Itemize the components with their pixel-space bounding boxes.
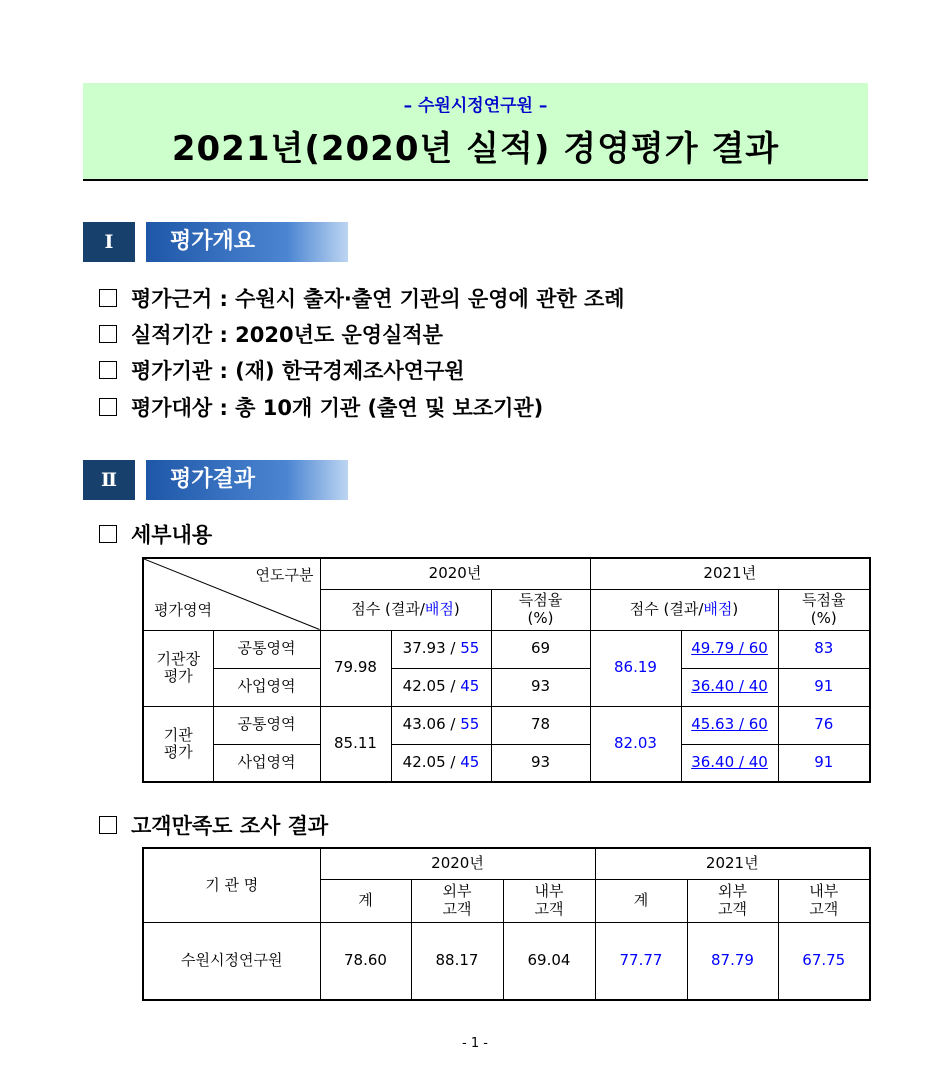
- total-2020-cell: 78.60: [320, 922, 411, 1000]
- table-row: [143, 744, 870, 782]
- checkbox-square-icon: [99, 289, 117, 307]
- overview-item-agency: [99, 355, 465, 385]
- year-2021-header: 2021년: [590, 558, 870, 589]
- total-2021-cell: 77.77: [595, 922, 687, 1000]
- corner-year-label: 연도구분: [255, 566, 314, 584]
- internal-header-2020: 내부 고객: [503, 879, 595, 922]
- rate-2020-cell: 69: [491, 630, 590, 668]
- total-2020-cell: 85.11: [320, 706, 391, 782]
- banner-subtitle: – 수원시정연구원 –: [403, 96, 548, 116]
- area-cell: 사업영역: [213, 744, 320, 782]
- rate-2020-cell: 93: [491, 744, 590, 782]
- rate-2020-cell: 78: [491, 706, 590, 744]
- checkbox-square-icon: [99, 816, 117, 834]
- table-row: [143, 668, 870, 706]
- external-header-2021: 외부 고객: [687, 879, 778, 922]
- result-2020-cell: 42.05 / 45: [391, 744, 491, 782]
- org-name-cell: 수원시정연구원: [143, 922, 320, 1000]
- total-2021-cell: 86.19: [590, 630, 681, 706]
- org-header: 기 관 명: [143, 848, 320, 922]
- corner-area-label: 평가영역: [154, 601, 212, 620]
- corner-header-cell: [143, 558, 320, 630]
- total-2020-cell: 79.98: [320, 630, 391, 706]
- overview-item-target: [99, 392, 543, 422]
- internal-2020-cell: 69.04: [503, 922, 595, 1000]
- result-2020-cell: 43.06 / 55: [391, 706, 491, 744]
- area-cell: 공통영역: [213, 630, 320, 668]
- external-2020-cell: 88.17: [411, 922, 503, 1000]
- detail-heading-text: 세부내용: [131, 523, 213, 547]
- overview-item-text: 평가대상 : 총 10개 기관 (출연 및 보조기관): [131, 396, 544, 420]
- group-name-cell: 기관장 평가: [143, 630, 213, 706]
- page-number: - 1 -: [462, 1036, 488, 1051]
- score-2021-cell: 45.63 / 60: [681, 706, 778, 744]
- overview-item-text: 실적기간 : 2020년도 운영실적분: [131, 323, 443, 347]
- score-header-2021: 점수 (결과/배점): [590, 589, 778, 630]
- rate-header-2021: 득점율 (%): [778, 589, 870, 630]
- overview-item-text: 평가기관 : (재) 한국경제조사연구원: [131, 359, 465, 383]
- result-2020-cell: 42.05 / 45: [391, 668, 491, 706]
- satisfaction-heading-text: 고객만족도 조사 결과: [131, 814, 329, 838]
- score-2021-cell: 36.40 / 40: [681, 744, 778, 782]
- result-2020-cell: 37.93 / 55: [391, 630, 491, 668]
- satisfaction-heading: [99, 810, 328, 840]
- detail-heading: [99, 519, 212, 549]
- table-row: [143, 630, 870, 668]
- title-banner: [83, 83, 868, 181]
- section-2-number: Ⅱ: [83, 460, 135, 500]
- internal-2021-cell: 67.75: [778, 922, 870, 1000]
- total-header-2020: 계: [320, 879, 411, 922]
- year-2021-header: 2021년: [595, 848, 870, 879]
- section-1-number: Ⅰ: [83, 222, 135, 262]
- total-2021-cell: 82.03: [590, 706, 681, 782]
- overview-item-basis: [99, 283, 625, 313]
- area-cell: 사업영역: [213, 668, 320, 706]
- external-header-2020: 외부 고객: [411, 879, 503, 922]
- internal-header-2021: 내부 고객: [778, 879, 870, 922]
- page-title: 2021년(2020년 실적) 경영평가 결과: [171, 129, 780, 169]
- satisfaction-table: [142, 847, 871, 1001]
- rate-header-2020: 득점율 (%): [491, 589, 590, 630]
- checkbox-square-icon: [99, 525, 117, 543]
- year-2020-header: 2020년: [320, 848, 595, 879]
- score-2021-cell: 49.79 / 60: [681, 630, 778, 668]
- total-header-2021: 계: [595, 879, 687, 922]
- overview-item-period: [99, 319, 443, 349]
- score-header-2020: 점수 (결과/배점): [320, 589, 491, 630]
- area-cell: 공통영역: [213, 706, 320, 744]
- detail-table: [142, 557, 871, 783]
- rate-2020-cell: 93: [491, 668, 590, 706]
- table-row: [143, 706, 870, 744]
- rate-2021-cell: 83: [778, 630, 870, 668]
- rate-2021-cell: 91: [778, 668, 870, 706]
- section-1-label: 평가개요: [146, 222, 348, 262]
- overview-item-text: 평가근거 : 수원시 출자·출연 기관의 운영에 관한 조례: [131, 287, 625, 311]
- score-2021-cell: 36.40 / 40: [681, 668, 778, 706]
- checkbox-square-icon: [99, 398, 117, 416]
- section-2-label: 평가결과: [146, 460, 348, 500]
- checkbox-square-icon: [99, 325, 117, 343]
- checkbox-square-icon: [99, 361, 117, 379]
- table-row: [143, 922, 870, 1000]
- rate-2021-cell: 76: [778, 706, 870, 744]
- rate-2021-cell: 91: [778, 744, 870, 782]
- external-2021-cell: 87.79: [687, 922, 778, 1000]
- year-2020-header: 2020년: [320, 558, 590, 589]
- group-name-cell: 기관 평가: [143, 706, 213, 782]
